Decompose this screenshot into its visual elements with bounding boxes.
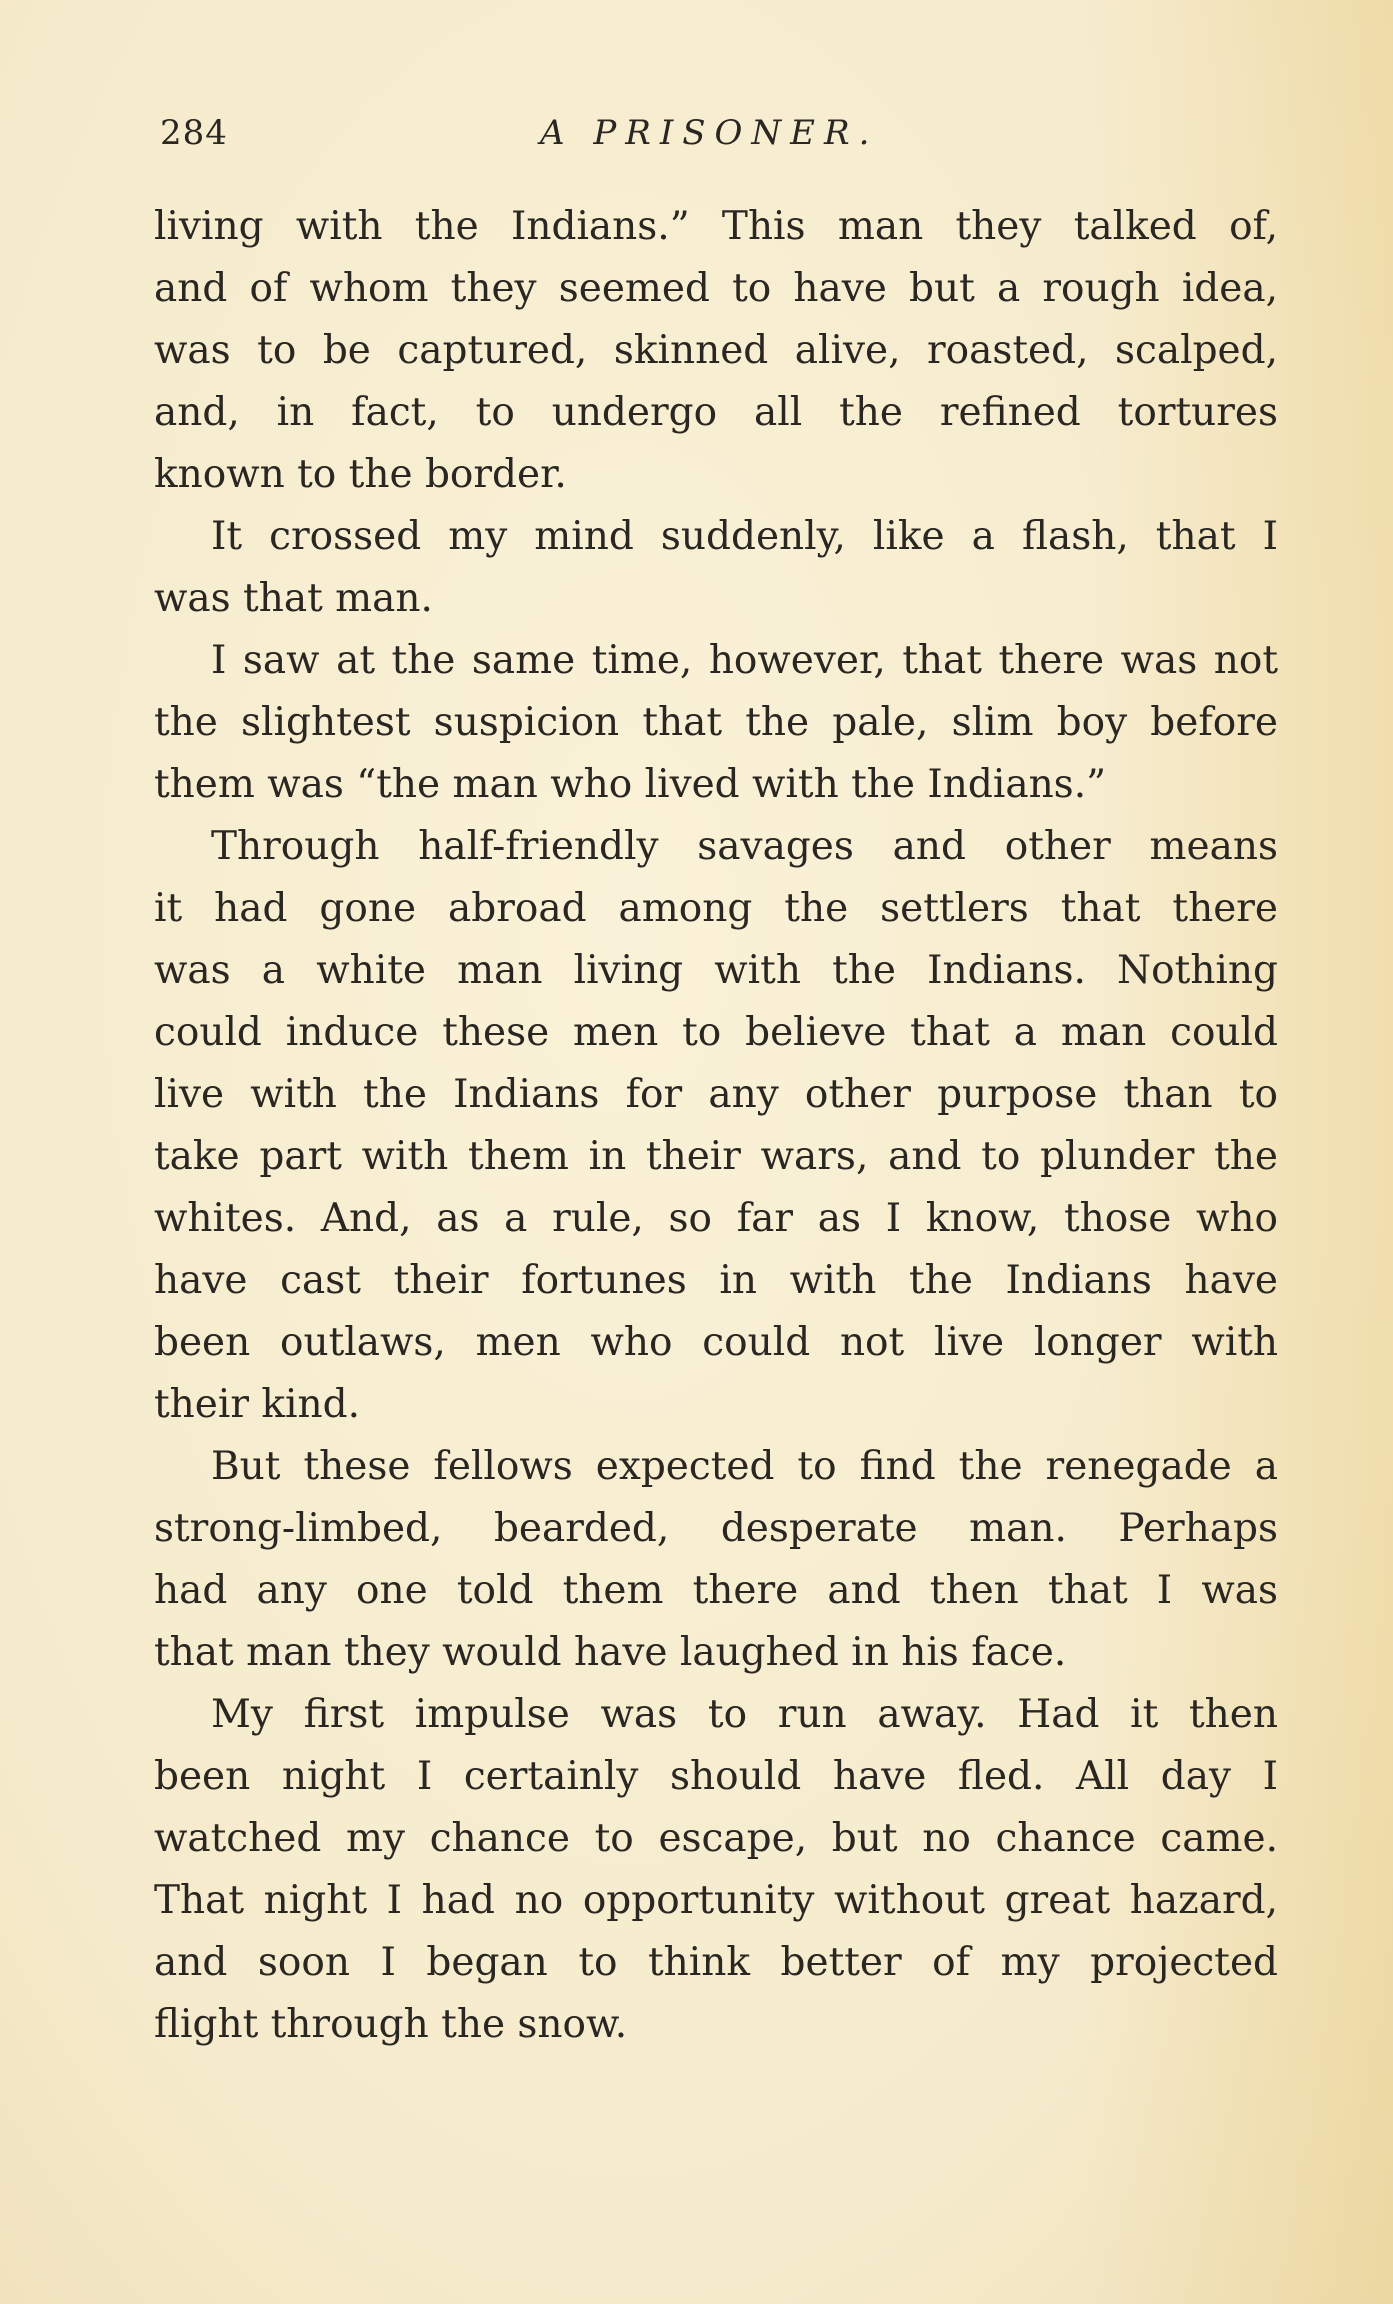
text-line: and soon I began to think better of my projected [154,1940,1278,1985]
text-line: living with the Indians.” This man they talked of, [154,204,1278,249]
text-line: That night I had no opportunity without great hazard, [154,1878,1278,1923]
text-line: whites. And, as a rule, so far as I know, those who [154,1196,1278,1241]
text-line: live with the Indians for any other purpose than to [154,1072,1278,1117]
text-line: their kind. [154,1382,360,1427]
running-head [160,108,1278,158]
text-line: have cast their fortunes in with the Indians have [154,1258,1278,1303]
text-line: them was “the man who lived with the Indians.” [154,762,1107,807]
text-line: My first impulse was to run away. Had it then [211,1692,1278,1737]
text-line: I saw at the same time, however, that there was not [211,638,1278,683]
text-line: known to the border. [154,452,567,497]
text-line: been night I certainly should have fled. All day I [154,1754,1278,1799]
text-line: that man they would have laughed in his face. [154,1630,1067,1675]
text-line: been outlaws, men who could not live longer with [154,1320,1278,1365]
text-line: was to be captured, skinned alive, roasted, scalped, [154,328,1278,373]
text-line: It crossed my mind suddenly, like a flash, that I [211,514,1278,559]
text-line: flight through the snow. [154,2002,628,2047]
text-line: watched my chance to escape, but no chance came. [154,1816,1278,1861]
page-number: 284 [160,113,228,153]
text-line: the slightest suspicion that the pale, slim boy before [154,700,1278,745]
text-line: But these fellows expected to find the renegade a [211,1444,1278,1489]
text-line: Through half-friendly savages and other means [211,824,1278,869]
text-line: was a white man living with the Indians. Nothing [154,948,1278,993]
text-line: take part with them in their wars, and to plunder the [154,1134,1278,1179]
body-text [154,196,1278,2056]
text-line: was that man. [154,576,433,621]
running-title: A PRISONER. [540,113,879,153]
text-line: and, in fact, to undergo all the refined tortures [154,390,1278,435]
text-line: could induce these men to believe that a man could [154,1010,1278,1055]
text-line: it had gone abroad among the settlers that there [154,886,1278,931]
text-line: had any one told them there and then that I was [154,1568,1278,1613]
text-line: and of whom they seemed to have but a rough idea, [154,266,1278,311]
text-line: strong-limbed, bearded, desperate man. Perhaps [154,1506,1278,1551]
